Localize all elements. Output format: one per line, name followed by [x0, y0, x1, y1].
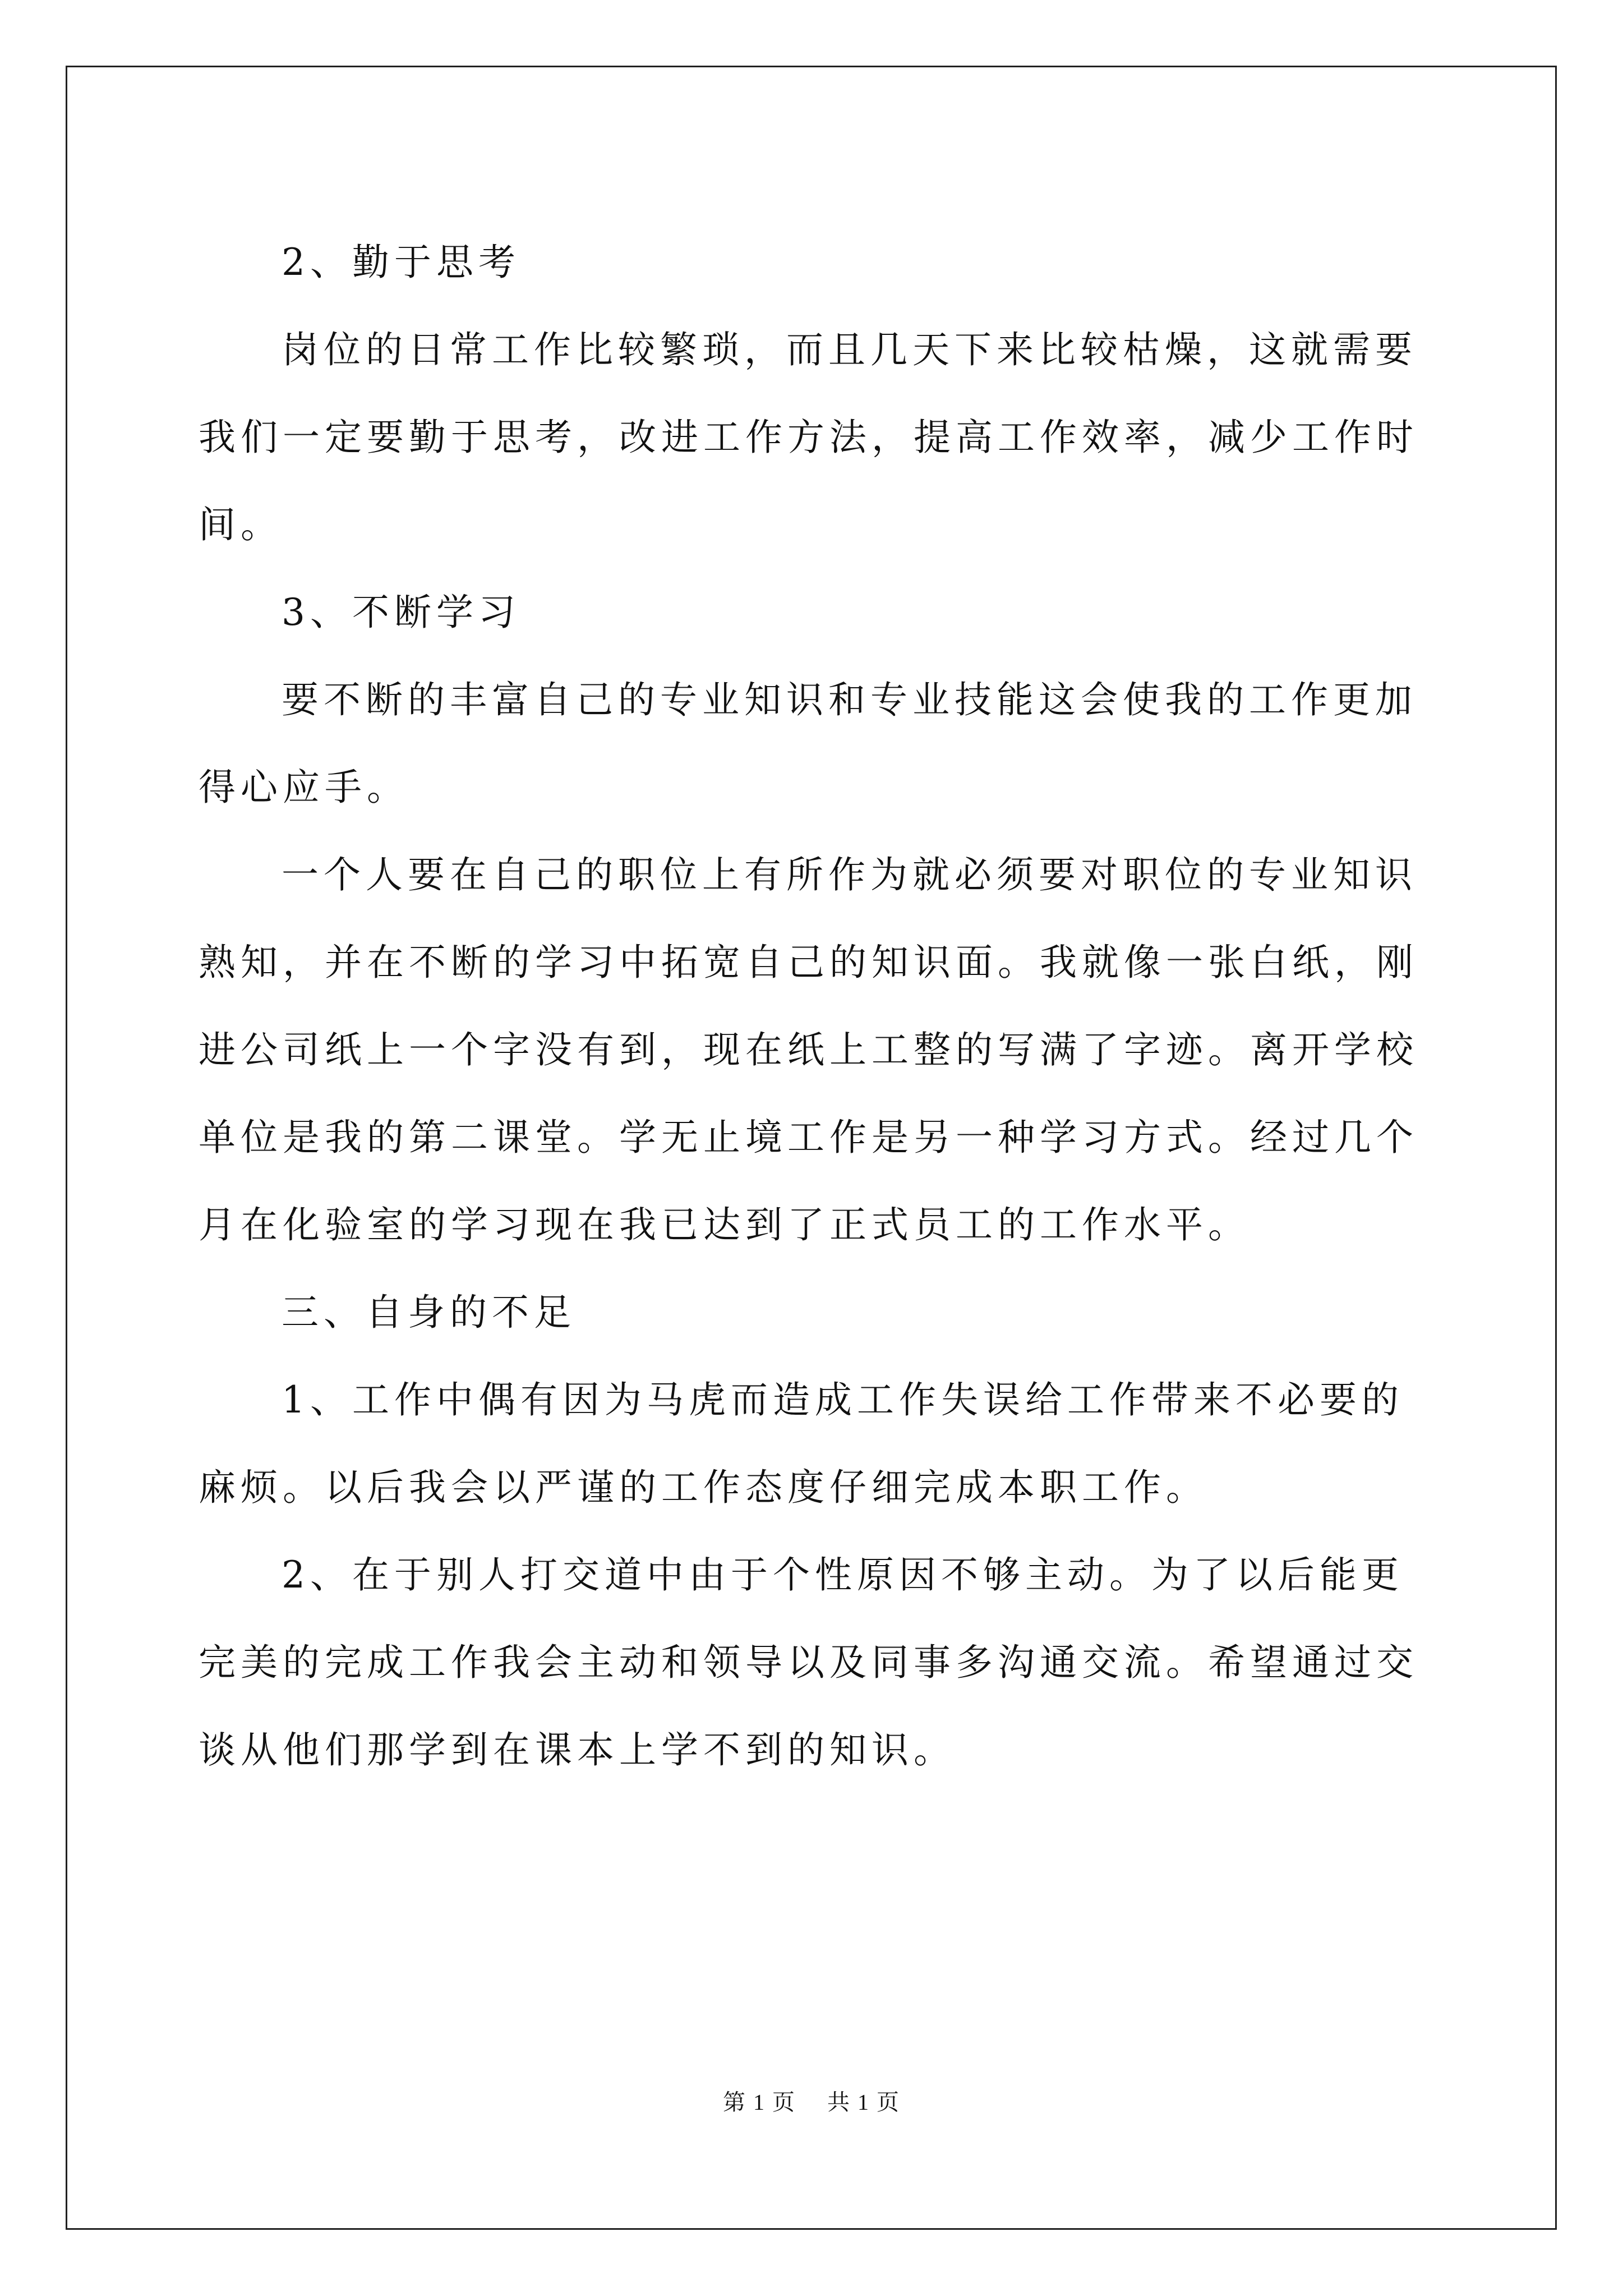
body-paragraph: 岗位的日常工作比较繁琐，而且几天下来比较枯燥，这就需要我们一定要勤于思考，改进工作方法，提高工作效率，减少工作时间。 — [199, 328, 1418, 546]
body-paragraph: 2、在于别人打交道中由于个性原因不够主动。为了以后能更完美的完成工作我会主动和领导以及同事多沟通交流。希望通过交谈从他们那学到在课本上学不到的知识。 — [199, 1553, 1418, 1772]
section-heading-continuous-learning: 3、不断学习 — [282, 591, 520, 634]
page-number: 第 1 页 — [723, 2090, 796, 2115]
page-footer — [0, 2085, 1623, 2116]
section-heading-diligent-thinking: 2、勤于思考 — [282, 241, 520, 284]
body-paragraph: 1、工作中偶有因为马虎而造成工作失误给工作带来不必要的麻烦。以后我会以严谨的工作态度仔细完成本职工作。 — [199, 1378, 1404, 1509]
body-paragraph: 一个人要在自己的职位上有所作为就必须要对职位的专业知识熟知，并在不断的学习中拓宽自己的知识面。我就像一张白纸，刚进公司纸上一个字没有到，现在纸上工整的写满了字迹。离开学校单位是我的第二课堂。学无止境工作是另一种学习方式。经过几个月在化验室的学习现在我已达到了正式员工的工作水平。 — [199, 853, 1418, 1246]
document-body — [199, 219, 1436, 1794]
section-heading-shortcomings: 三、自身的不足 — [282, 1291, 576, 1334]
body-paragraph: 要不断的丰富自己的专业知识和专业技能这会使我的工作更加得心应手。 — [199, 678, 1417, 809]
total-pages: 共 1 页 — [827, 2090, 900, 2115]
